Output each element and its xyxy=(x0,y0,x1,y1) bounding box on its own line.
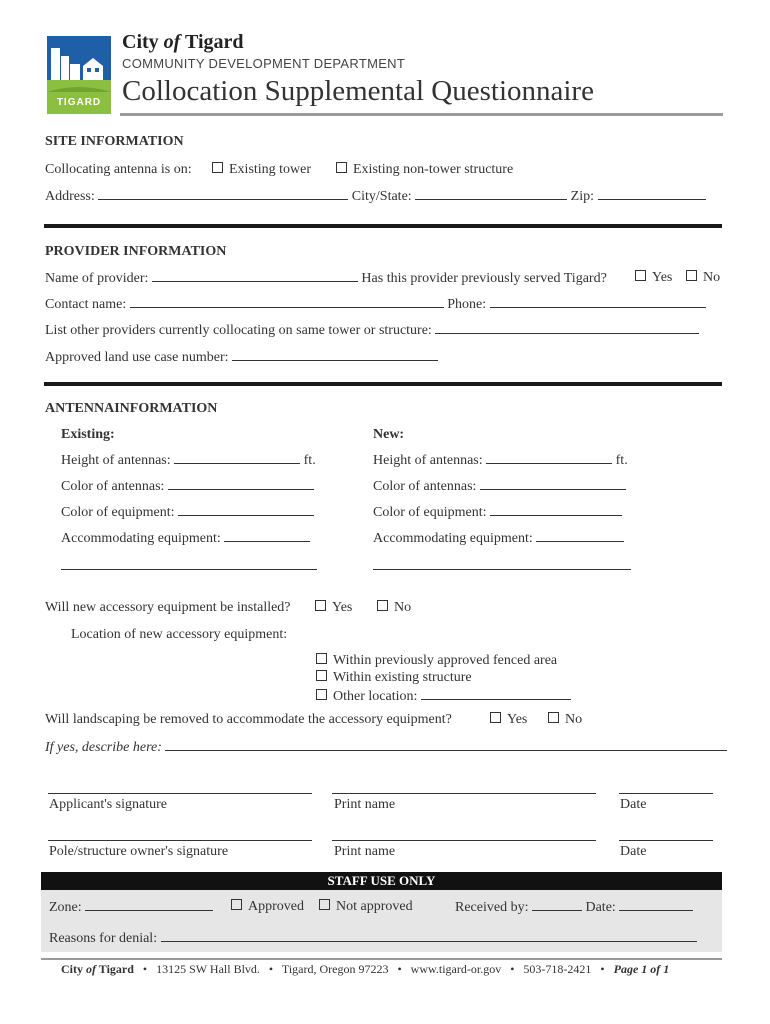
new-height-field[interactable] xyxy=(486,452,612,464)
applicant-signature-label: Applicant's signature xyxy=(49,797,167,812)
reasons-row: Reasons for denial: xyxy=(49,930,697,947)
footer-rule xyxy=(41,958,722,960)
location-label: Location of new accessory equipment: xyxy=(71,627,288,642)
section-divider xyxy=(44,382,722,386)
received-row: Received by: Date: xyxy=(455,899,693,916)
checkbox[interactable] xyxy=(490,712,501,723)
applicant-print-line[interactable] xyxy=(332,793,596,794)
staff-heading-bar xyxy=(41,872,722,890)
checkbox[interactable] xyxy=(316,689,327,700)
title-underline xyxy=(120,113,723,116)
checkbox[interactable] xyxy=(336,162,347,173)
contact-name-field[interactable] xyxy=(130,296,444,308)
accessory-no-option[interactable]: No xyxy=(377,600,411,616)
new-height-row: Height of antennas: ft. xyxy=(373,453,628,468)
new-accommodating-row: Accommodating equipment: xyxy=(373,530,624,547)
site-heading: SITE INFORMATION xyxy=(45,134,184,149)
checkbox[interactable] xyxy=(548,712,559,723)
new-color-antennas-field[interactable] xyxy=(480,478,626,490)
existing-height-field[interactable] xyxy=(174,452,300,464)
address-row: Address: City/State: Zip: xyxy=(45,188,706,205)
zip-field[interactable] xyxy=(598,188,706,200)
other-providers-field[interactable] xyxy=(435,322,699,334)
case-number-row: Approved land use case number: xyxy=(45,349,438,366)
reasons-field[interactable] xyxy=(161,930,697,942)
owner-signature-line[interactable] xyxy=(48,840,312,841)
footer-website[interactable]: www.tigard-or.gov xyxy=(410,962,502,976)
existing-color-equipment-row: Color of equipment: xyxy=(61,504,314,521)
checkbox[interactable] xyxy=(316,670,327,681)
existing-height-row: Height of antennas: ft. xyxy=(61,453,316,468)
new-label: New: xyxy=(373,427,405,442)
served-no-option[interactable]: No xyxy=(686,270,720,286)
approved-option[interactable]: Approved xyxy=(231,899,304,915)
logo-text: TIGARD xyxy=(56,97,102,108)
footer-city: City of Tigard xyxy=(61,962,134,976)
owner-print-label: Print name xyxy=(334,844,396,859)
received-by-field[interactable] xyxy=(532,899,582,911)
not-approved-option[interactable]: Not approved xyxy=(319,899,413,915)
existing-accommodating-field[interactable] xyxy=(224,530,310,542)
footer-phone: 503-718-2421 xyxy=(523,962,592,976)
provider-heading: PROVIDER INFORMATION xyxy=(45,244,227,259)
section-divider xyxy=(44,224,722,228)
location-option-structure[interactable]: Within existing structure xyxy=(316,670,472,686)
landscaping-no-option[interactable]: No xyxy=(548,712,582,728)
owner-signature-label: Pole/structure owner's signature xyxy=(49,844,229,859)
describe-row: If yes, describe here: xyxy=(45,739,727,756)
footer-address: 13125 SW Hall Blvd. xyxy=(156,962,260,976)
footer: City of Tigard • 13125 SW Hall Blvd. • Tigard, Oregon 97223 • www.tigard-or.gov • 503-718-2421 • Page 1 of 1 xyxy=(61,962,670,976)
existing-color-antennas-field[interactable] xyxy=(168,478,314,490)
zone-field[interactable] xyxy=(85,899,213,911)
other-location-field[interactable] xyxy=(421,688,571,700)
city-name: City of Tigard xyxy=(122,31,244,53)
location-option-other[interactable]: Other location: xyxy=(316,688,571,705)
applicant-date-label: Date xyxy=(620,797,647,812)
staff-date-field[interactable] xyxy=(619,899,693,911)
checkbox[interactable] xyxy=(231,899,242,910)
applicant-signature-line[interactable] xyxy=(48,793,312,794)
checkbox[interactable] xyxy=(686,270,697,281)
zone-row: Zone: xyxy=(49,899,213,916)
provider-name-field[interactable] xyxy=(152,270,358,282)
contact-row: Contact name: Phone: xyxy=(45,296,706,313)
new-color-antennas-row: Color of antennas: xyxy=(373,478,626,495)
checkbox[interactable] xyxy=(377,600,388,611)
other-providers-row: List other providers currently collocating on same tower or structure: xyxy=(45,322,699,339)
option-existing-tower[interactable]: Existing tower xyxy=(212,162,311,178)
phone-field[interactable] xyxy=(490,296,706,308)
city-logo xyxy=(47,36,111,114)
landscaping-question: Will landscaping be removed to accommodate the accessory equipment? xyxy=(45,712,452,727)
landscaping-yes-option[interactable]: Yes xyxy=(490,712,527,728)
department-name: COMMUNITY DEVELOPMENT DEPARTMENT xyxy=(122,56,406,71)
staff-heading: STAFF USE ONLY xyxy=(327,873,436,888)
checkbox[interactable] xyxy=(315,600,326,611)
antenna-heading: ANTENNAINFORMATION xyxy=(45,401,218,416)
footer-page: Page 1 of 1 xyxy=(613,962,670,976)
served-yes-option[interactable]: Yes xyxy=(635,270,672,286)
checkbox[interactable] xyxy=(319,899,330,910)
page-title: Collocation Supplemental Questionnaire xyxy=(122,75,594,107)
collocating-row: Collocating antenna is on: xyxy=(45,162,192,177)
existing-color-antennas-row: Color of antennas: xyxy=(61,478,314,495)
new-color-equipment-row: Color of equipment: xyxy=(373,504,622,521)
case-number-field[interactable] xyxy=(232,349,438,361)
checkbox[interactable] xyxy=(212,162,223,173)
new-extra-line[interactable] xyxy=(373,569,631,570)
location-option-fenced[interactable]: Within previously approved fenced area xyxy=(316,653,557,669)
existing-extra-line[interactable] xyxy=(61,569,317,570)
owner-date-label: Date xyxy=(620,844,647,859)
applicant-print-label: Print name xyxy=(334,797,396,812)
address-field[interactable] xyxy=(98,188,348,200)
existing-label: Existing: xyxy=(61,427,115,442)
existing-color-equipment-field[interactable] xyxy=(178,504,314,516)
checkbox[interactable] xyxy=(635,270,646,281)
owner-print-line[interactable] xyxy=(332,840,596,841)
new-color-equipment-field[interactable] xyxy=(490,504,622,516)
applicant-date-line[interactable] xyxy=(619,793,713,794)
accessory-question: Will new accessory equipment be installed? xyxy=(45,600,291,615)
describe-field[interactable] xyxy=(165,739,727,751)
owner-date-line[interactable] xyxy=(619,840,713,841)
footer-location: Tigard, Oregon 97223 xyxy=(281,962,389,976)
new-accommodating-field[interactable] xyxy=(536,530,624,542)
citystate-field[interactable] xyxy=(415,188,567,200)
checkbox[interactable] xyxy=(316,653,327,664)
existing-accommodating-row: Accommodating equipment: xyxy=(61,530,310,547)
accessory-yes-option[interactable]: Yes xyxy=(315,600,352,616)
option-nontower-structure[interactable]: Existing non-tower structure xyxy=(336,162,513,178)
provider-name-row: Name of provider: Has this provider previously served Tigard? xyxy=(45,271,607,286)
